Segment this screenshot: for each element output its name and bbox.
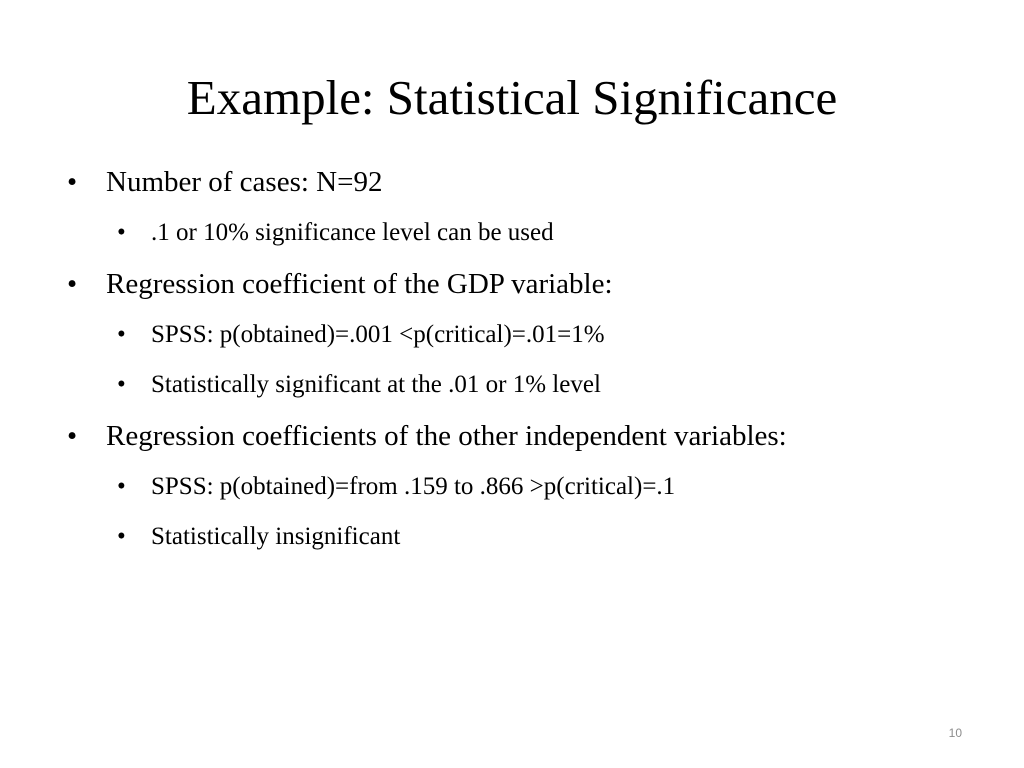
sub-bullet-item [117,472,967,502]
bullet-item [67,267,967,301]
sub-bullet-item [117,320,967,350]
page-number: 10 [948,726,962,740]
bullet-item [67,419,987,453]
sub-bullet-text: Statistically insignificant [151,523,401,550]
bullet-icon: • [67,166,78,198]
bullet-icon: • [117,371,126,398]
sub-bullet-item [117,522,967,552]
sub-bullet-text: SPSS: p(obtained)=from .159 to .866 >p(critical)=.1 [151,473,676,500]
sub-bullet-text: SPSS: p(obtained)=.001 <p(critical)=.01=1% [151,321,605,348]
bullet-icon: • [117,219,126,246]
bullet-text: Regression coefficients of the other independent variables: [106,420,787,452]
bullet-text: Number of cases: N=92 [106,166,383,198]
bullet-icon: • [67,268,78,300]
sub-bullet-item [117,370,967,400]
bullet-item [67,165,967,199]
bullet-icon: • [67,420,78,452]
bullet-icon: • [117,523,126,550]
slide-title: Example: Statistical Significance [186,70,838,125]
sub-bullet-text: Statistically significant at the .01 or 1% level [151,371,601,398]
sub-bullet-item [117,218,967,248]
bullet-icon: • [117,473,126,500]
bullet-text: Regression coefficient of the GDP variable: [106,268,613,300]
bullet-icon: • [117,321,126,348]
sub-bullet-text: .1 or 10% significance level can be used [151,219,554,246]
